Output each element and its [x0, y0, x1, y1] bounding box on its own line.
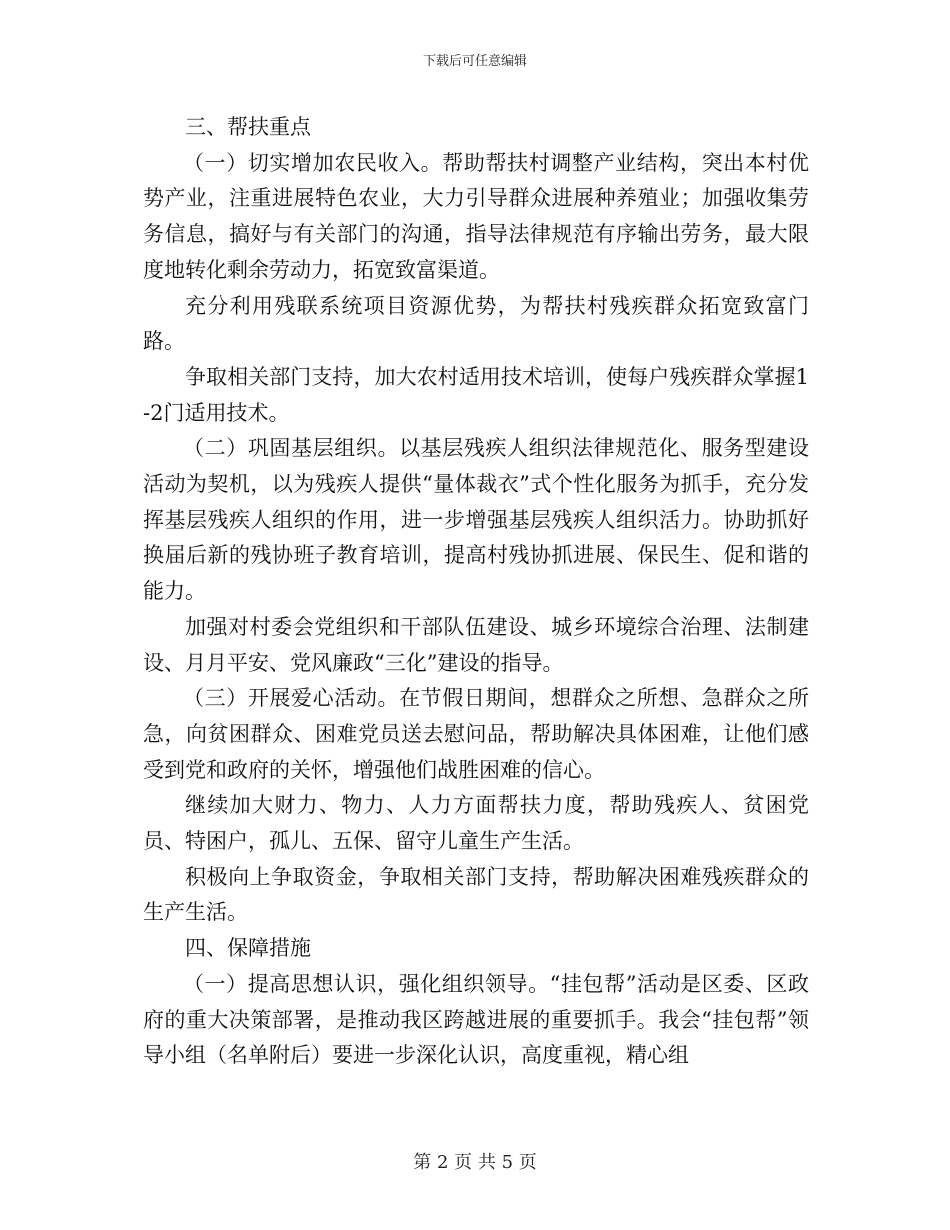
page-header: 下载后可任意编辑	[422, 54, 527, 69]
section-heading: 三、帮扶重点	[185, 115, 311, 139]
paragraph: （二）巩固基层组织。以基层残疾人组织法律规范化、服务型建设活动为契机，以为残疾人提供“量体裁衣”式个性化服务为抓手，充分发挥基层残疾人组织的作用，进一步增强基层残疾人组织活力。协助抓好换届后新的残协班子教育培训，提高村残协抓进展、保民生、促和谐的能力。	[143, 436, 809, 604]
paragraph: （一）切实增加农民收入。帮助帮扶村调整产业结构，突出本村优势产业，注重进展特色农业，大力引导群众进展种养殖业；加强收集劳务信息，搞好与有关部门的沟通，指导法律规范有序输出劳务，最大限度地转化剩余劳动力，拓宽致富渠道。	[143, 150, 809, 282]
page-footer: 第 2 页 共 5 页	[413, 1152, 537, 1173]
paragraph: 继续加大财力、物力、人力方面帮扶力度，帮助残疾人、贫困党员、特困户，孤儿、五保、留守儿童生产生活。	[143, 793, 809, 854]
paragraph: 争取相关部门支持，加大农村适用技术培训，使每户残疾群众掌握1-2门适用技术。	[143, 364, 809, 425]
document-body	[143, 110, 809, 1074]
paragraph: 加强对村委会党组织和干部队伍建设、城乡环境综合治理、法制建设、月月平安、党风廉政“三化”建设的指导。	[143, 614, 809, 675]
paragraph: 充分利用残联系统项目资源优势，为帮扶村残疾群众拓宽致富门路。	[143, 293, 809, 354]
paragraph: （三）开展爱心活动。在节假日期间，想群众之所想、急群众之所急，向贫困群众、困难党员送去慰问品，帮助解决具体困难，让他们感受到党和政府的关怀，增强他们战胜困难的信心。	[143, 686, 809, 782]
paragraph: （一）提高思想认识，强化组织领导。“挂包帮”活动是区委、区政府的重大决策部署，是推动我区跨越进展的重要抓手。我会“挂包帮”领导小组（名单附后）要进一步深化认识，高度重视，精心组	[143, 971, 809, 1068]
section-heading: 四、保障措施	[185, 936, 311, 961]
paragraph: 积极向上争取资金，争取相关部门支持，帮助解决困难残疾群众的生产生活。	[143, 864, 809, 925]
